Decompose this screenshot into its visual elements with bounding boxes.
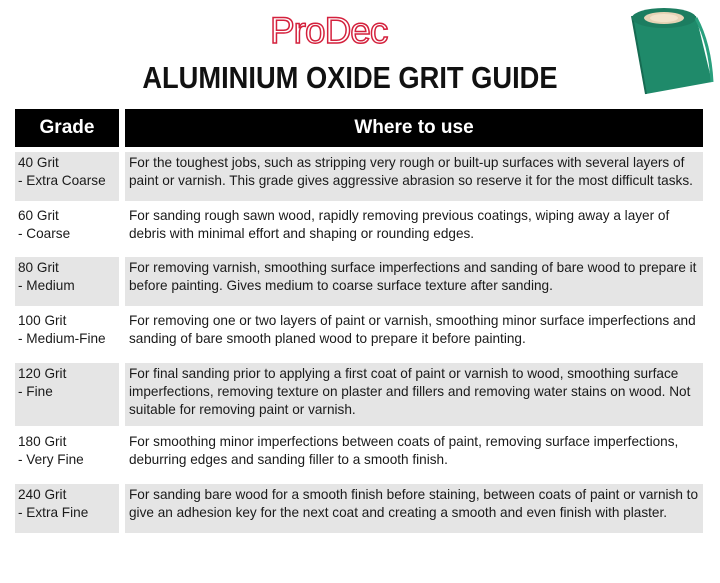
usage-line: suitable for removing paint or varnish. [129,402,356,417]
usage-line: For sanding rough sawn wood, rapidly removing previous coatings, wiping away a layer of [129,208,670,223]
where-to-use-column-header: Where to use [125,109,703,147]
grade-line: - Fine [18,384,53,399]
usage-line: deburring edges and sanding filler to a smooth finish. [129,452,448,467]
usage-line: before painting. Gives medium to coarse surface texture after sanding. [129,278,553,293]
usage-line: For the toughest jobs, such as stripping very rough or built-up surfaces with several layers of [129,155,685,170]
table-row [15,431,703,480]
usage-cell [125,310,703,359]
grade-line: - Extra Fine [18,505,89,520]
grade-cell [15,205,119,254]
grade-line: 100 Grit [18,313,67,328]
table-row [15,205,703,254]
grade-line: 60 Grit [18,208,59,223]
usage-line: For smoothing minor imperfections between coats of paint, removing surface imperfections, [129,434,679,449]
usage-line: For removing varnish, smoothing surface imperfections and sanding of bare wood to prepare it [129,260,697,275]
usage-cell [125,205,703,254]
table-row [15,257,703,306]
grade-cell [15,484,119,533]
usage-cell [125,484,703,533]
table-row [15,310,703,359]
usage-cell [125,363,703,426]
grade-line: 240 Grit [18,487,67,502]
table-row [15,152,703,201]
grade-line: 40 Grit [18,155,59,170]
grade-line: - Coarse [18,226,71,241]
usage-line: give an adhesion key for the next coat and creating a smooth and even finish with plaster. [129,505,668,520]
grade-cell [15,363,119,426]
grade-cell [15,257,119,306]
grade-line: - Extra Coarse [18,173,106,188]
usage-line: debris with minimal effort and shaping or rounding edges. [129,226,475,241]
usage-line: paint or varnish. This grade gives aggressive abrasion so reserve it for the most difficult tasks. [129,173,693,188]
page-title: ALUMINIUM OXIDE GRIT GUIDE [142,60,558,95]
table-row [15,484,703,533]
usage-line: imperfections, removing texture on plaster and fillers and removing water stains on wood. Not [129,384,691,399]
usage-line: For final sanding prior to applying a first coat of paint or varnish to wood, smoothing surface [129,366,679,381]
grade-line: - Medium [18,278,75,293]
grade-line: 120 Grit [18,366,67,381]
prodec-logo: ProDec [270,10,388,51]
usage-line: sanding of bare smooth planed wood to prepare it before painting. [129,331,526,346]
usage-cell [125,431,703,480]
grade-line: 180 Grit [18,434,67,449]
grade-line: 80 Grit [18,260,59,275]
grade-column-header: Grade [15,109,119,147]
usage-line: For sanding bare wood for a smooth finish before staining, between coats of paint or varnish to [129,487,698,502]
grade-line: - Very Fine [18,452,84,467]
grade-line: - Medium-Fine [18,331,106,346]
usage-line: For removing one or two layers of paint or varnish, smoothing minor surface imperfections and [129,313,696,328]
usage-cell [125,257,703,306]
grade-cell [15,152,119,201]
table-row [15,363,703,426]
grade-cell [15,310,119,359]
usage-cell [125,152,703,201]
grade-cell [15,431,119,480]
